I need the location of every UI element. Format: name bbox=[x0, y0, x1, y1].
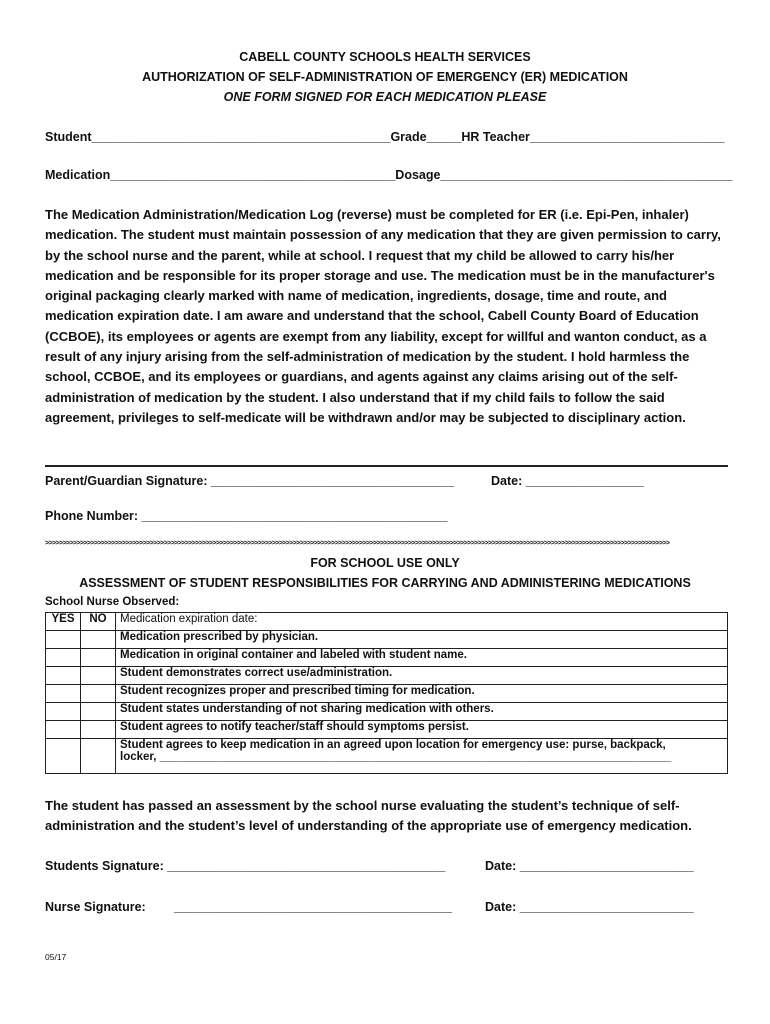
no-checkbox[interactable] bbox=[81, 667, 116, 685]
header-line-1: CABELL COUNTY SCHOOLS HEALTH SERVICES bbox=[239, 50, 531, 64]
yes-checkbox[interactable] bbox=[46, 703, 81, 721]
student-signature-field[interactable]: Students Signature: ________________________________________ bbox=[45, 859, 446, 873]
no-checkbox[interactable] bbox=[81, 649, 116, 667]
no-checkbox[interactable] bbox=[81, 703, 116, 721]
student-grade-teacher-field[interactable]: Student___________________________________________Grade_____HR Teacher____________________________ bbox=[45, 130, 725, 144]
student-date-field[interactable]: Date: _________________________ bbox=[485, 859, 694, 873]
checklist-item: Student demonstrates correct use/administration. bbox=[116, 667, 728, 685]
no-checkbox[interactable] bbox=[81, 721, 116, 739]
yes-checkbox[interactable] bbox=[46, 739, 81, 774]
yes-checkbox[interactable] bbox=[46, 667, 81, 685]
nurse-observed-label: School Nurse Observed: bbox=[45, 596, 180, 608]
checklist-row bbox=[46, 613, 728, 631]
checklist-item: Student recognizes proper and prescribed timing for medication. bbox=[116, 685, 728, 703]
checklist-item-storage bbox=[116, 739, 728, 774]
nurse-signature-field[interactable]: ________________________________________ bbox=[174, 900, 453, 914]
nurse-date-field[interactable]: Date: _________________________ bbox=[485, 900, 694, 914]
assessment-checklist bbox=[45, 612, 728, 774]
checklist-row bbox=[46, 631, 728, 649]
yes-checkbox[interactable] bbox=[46, 685, 81, 703]
yes-checkbox[interactable] bbox=[46, 649, 81, 667]
authorization-paragraph: The Medication Administration/Medication Log (reverse) must be completed for ER (i.e. Epi-Pen, inhaler) medication. The student must maintain possession of any medication that they are given permission to carry, by the school nurse and the parent, while at school. I request that my child be allowed to carry his/her medication and be responsible for its proper storage and use. The medication must be in the manufacturer's original packaging clearly marked with name of medication, ingredients, dosage, time and route, and medication expiration date. I am aware and understand that the school, Cabell County Board of Education (CCBOE), its employees or agents are exempt from any liability, except for willful and wanton conduct, as a result of any injury arising from the self-administration of medication by the student. I hold harmless the school, CCBOE, and its employees or guardians, and agents against any claims arising out of the self-administration of medication by the student. I also understand that if my child fails to follow the said agreement, privileges to self-medicate will be withdrawn and/or may be subjected to disciplinary action. bbox=[45, 207, 721, 425]
checklist-row bbox=[46, 739, 728, 774]
no-checkbox[interactable] bbox=[81, 685, 116, 703]
parent-date-field[interactable]: Date: _________________ bbox=[491, 474, 644, 488]
checklist-item: Student agrees to notify teacher/staff should symptoms persist. bbox=[116, 721, 728, 739]
nurse-signature-label: Nurse Signature: bbox=[45, 900, 146, 914]
separator-arrows: >>>>>>>>>>>>>>>>>>>>>>>>>>>>>>>>>>>>>>>>>>>>>>>>>>>>>>>>>>>>>>>>>>>>>>>>>>>>>>>>>>>>>>>>>>>>>>>>>>>>>>>>>>>>>>>>>>>>>>>>>>>>>>>>>>>>>>>>>>>>>>>>>>>>>>>>>>>>>>>>>>>>>>>>>>>>>>>>>>> bbox=[45, 540, 670, 547]
assessment-subtitle: ASSESSMENT OF STUDENT RESPONSIBILITIES FOR CARRYING AND ADMINISTERING MEDICATIONS bbox=[79, 576, 691, 590]
divider-line bbox=[45, 465, 728, 467]
medication-dosage-field[interactable]: Medication_________________________________________Dosage__________________________________________ bbox=[45, 168, 733, 182]
checklist-row bbox=[46, 721, 728, 739]
no-checkbox[interactable] bbox=[81, 739, 116, 774]
yes-checkbox[interactable] bbox=[46, 721, 81, 739]
checklist-item: Medication prescribed by physician. bbox=[116, 631, 728, 649]
checklist-item: Medication in original container and labeled with student name. bbox=[116, 649, 728, 667]
checklist-row bbox=[46, 667, 728, 685]
no-column-header: NO bbox=[81, 613, 116, 631]
checklist-item: Medication expiration date: bbox=[116, 613, 728, 631]
no-checkbox[interactable] bbox=[81, 631, 116, 649]
revision-date: 05/17 bbox=[45, 952, 67, 962]
checklist-item: Student states understanding of not sharing medication with others. bbox=[116, 703, 728, 721]
checklist-row bbox=[46, 703, 728, 721]
school-use-title: FOR SCHOOL USE ONLY bbox=[310, 556, 460, 570]
checklist-row bbox=[46, 685, 728, 703]
checklist-row bbox=[46, 649, 728, 667]
locker-field[interactable]: locker, ________________________________________________________________________________ bbox=[120, 751, 672, 763]
header-line-3: ONE FORM SIGNED FOR EACH MEDICATION PLEASE bbox=[223, 90, 547, 104]
yes-column-header: YES bbox=[46, 613, 81, 631]
parent-signature-field[interactable]: Parent/Guardian Signature: ___________________________________ bbox=[45, 474, 455, 488]
assessment-paragraph: The student has passed an assessment by the school nurse evaluating the student’s technique of self-administration and the student’s level of understanding of the appropriate use of emergency medication. bbox=[45, 798, 692, 834]
header-line-2: AUTHORIZATION OF SELF-ADMINISTRATION OF EMERGENCY (ER) MEDICATION bbox=[142, 70, 628, 84]
phone-number-field[interactable]: Phone Number: ____________________________________________ bbox=[45, 509, 448, 523]
storage-item-text: Student agrees to keep medication in an agreed upon location for emergency use: purse, backpack, bbox=[120, 739, 666, 751]
yes-checkbox[interactable] bbox=[46, 631, 81, 649]
